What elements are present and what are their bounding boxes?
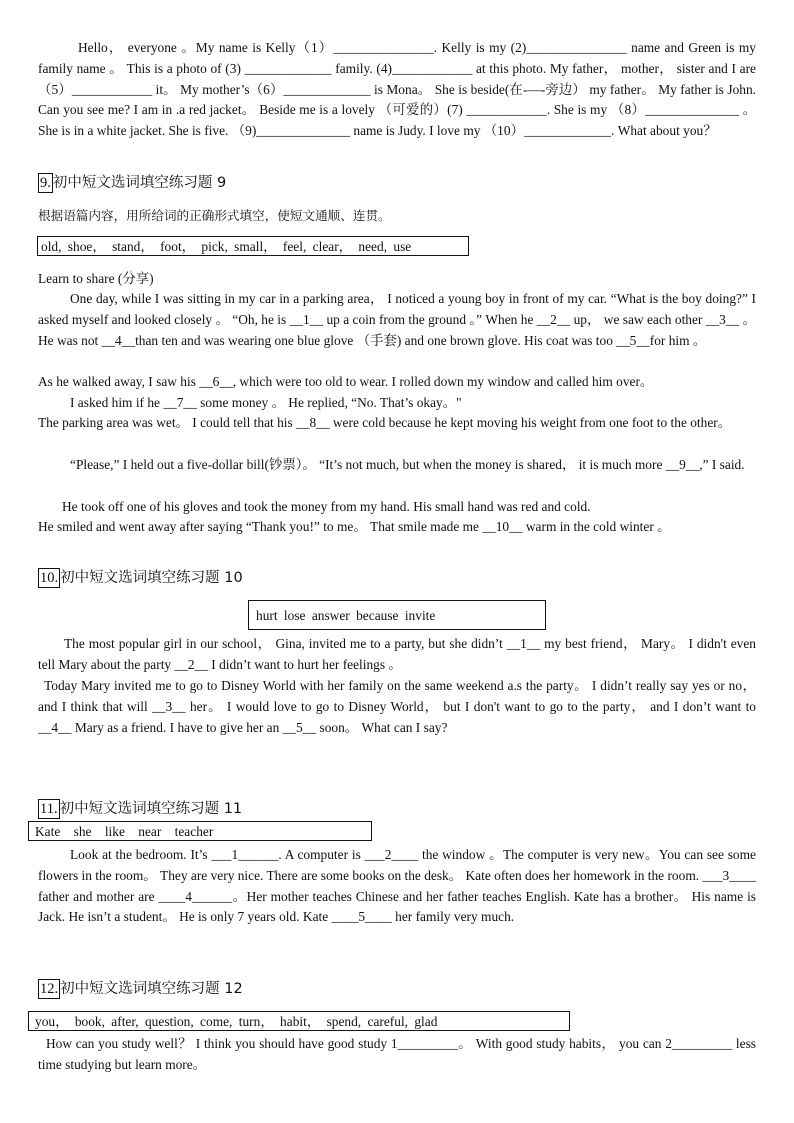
section10-number: 10. xyxy=(40,570,59,586)
section9-para2: As he walked away, I saw his __6__, which were too old to wear. I rolled down my window and called him over。 xyxy=(38,374,654,389)
section9-para5: “Please,” I held out a five-dollar bill(钞票）。 “It’s not much, but when the money is shared， it is much more __9__,” I said. xyxy=(70,457,745,472)
section11-title: 初中短文选词填空练习题 11 xyxy=(59,801,243,817)
section9-para4: The parking area was wet。 I could tell that his __8__ were cold because he kept moving his weight from one foot to the other。 xyxy=(38,415,732,430)
section9-para6: He took off one of his gloves and took the money from my hand. His small hand was red and cold. xyxy=(62,499,591,514)
section12-heading xyxy=(38,979,243,1000)
section12-para1: How can you study well？ I think you should have good study 1_________。 With good study habits， you can 2_________ less time studying but learn more。 xyxy=(38,1036,756,1072)
section10-title: 初中短文选词填空练习题 10 xyxy=(60,570,243,586)
section10-para1: The most popular girl in our school， Gina, invited me to a party, but she didn’t __1__ my best friend， Mary。 I didn't even tell Mary about the party __2__ I didn’t want to hurt her feelings 。 xyxy=(38,636,756,672)
section11-para1: Look at the bedroom. It’s ___1______. A computer is ___2____ the window 。The computer is very new。You can see some flowers in the room。 They are very nice. There are some books on the desk。 Kate often does her homework in the room. ___3____ father and mother are ____4______。Her mother teaches Chinese and her father teaches English. Kate has a brother。 His name is Jack. He isn’t a student。 He is only 7 years old. Kate ____5____ her family very much. xyxy=(38,847,756,925)
section12-number: 12. xyxy=(40,981,59,997)
section12-word-box: you， book, after, question, come, turn， habit， spend, careful, glad xyxy=(28,1011,570,1031)
section9-title: 初中短文选词填空练习题 9 xyxy=(52,175,227,191)
section9-heading xyxy=(38,173,226,194)
section10-heading xyxy=(38,568,243,589)
section9-instruction: 根据语篇内容，用所给词的正确形式填空，使短文通顺、连贯。 xyxy=(38,208,391,223)
section9-number: 9. xyxy=(40,175,51,191)
section10-para2: Today Mary invited me to go to Disney World with her family on the same weekend a.s the party。 I didn’t really say yes or no， and I think that will __3__ her。 I would love to go to Disney World， but I don't want to go to the party， and I don’t want to __4__ Mary as a friend. I have to give her an __5__ soon。 What can I say? xyxy=(38,678,756,735)
section9-passage-title: Learn to share (分享) xyxy=(38,271,154,286)
section11-heading xyxy=(38,799,242,820)
section9-para1: One day, while I was sitting in my car in a parking area， I noticed a young boy in front of my car. “What is the boy doing?” I asked myself and looked closely 。 “Oh, he is __1__ up a coin from the ground 。” When he __2__ up， we saw each other __3__ 。 He was not __4__than ten and was wearing one blue glove （手套) and one brown glove. His coat was too __5__for him 。 xyxy=(38,291,756,348)
passage8-text: Hello， everyone 。My name is Kelly（1）_______________. Kelly is my (2)_______________ name and Green is my family name 。 This is a photo of (3) _____________ family. (4)____________ at this photo. My father， mother， sister and I are （5）____________ it。 My mother’s（6）_____________ is Mona。 She is beside(在-—-旁边） my father。 My father is John. Can you see me? I am in .a red jacket。 Beside me is a lovely （可爱的）(7) ____________. She is my （8）______________ 。 She is in a white jacket. She is five. （9)______________ name is Judy. I love my （10）_____________. What about you？ xyxy=(38,40,756,139)
section11-number: 11. xyxy=(40,801,58,817)
section12-title: 初中短文选词填空练习题 12 xyxy=(60,981,243,997)
section9-para7: He smiled and went away after saying “Thank you!” to me。 That smile made me __10__ warm in the cold winter 。 xyxy=(38,519,671,534)
section10-word-box: hurt lose answer because invite xyxy=(248,600,546,630)
section9-word-box: old, shoe， stand， foot， pick, small， feel, clear， need, use xyxy=(37,236,469,256)
section11-word-box: Kate she like near teacher xyxy=(28,821,372,841)
section9-para3: I asked him if he __7__ some money 。 He replied, “No. That’s okay。" xyxy=(70,395,462,410)
